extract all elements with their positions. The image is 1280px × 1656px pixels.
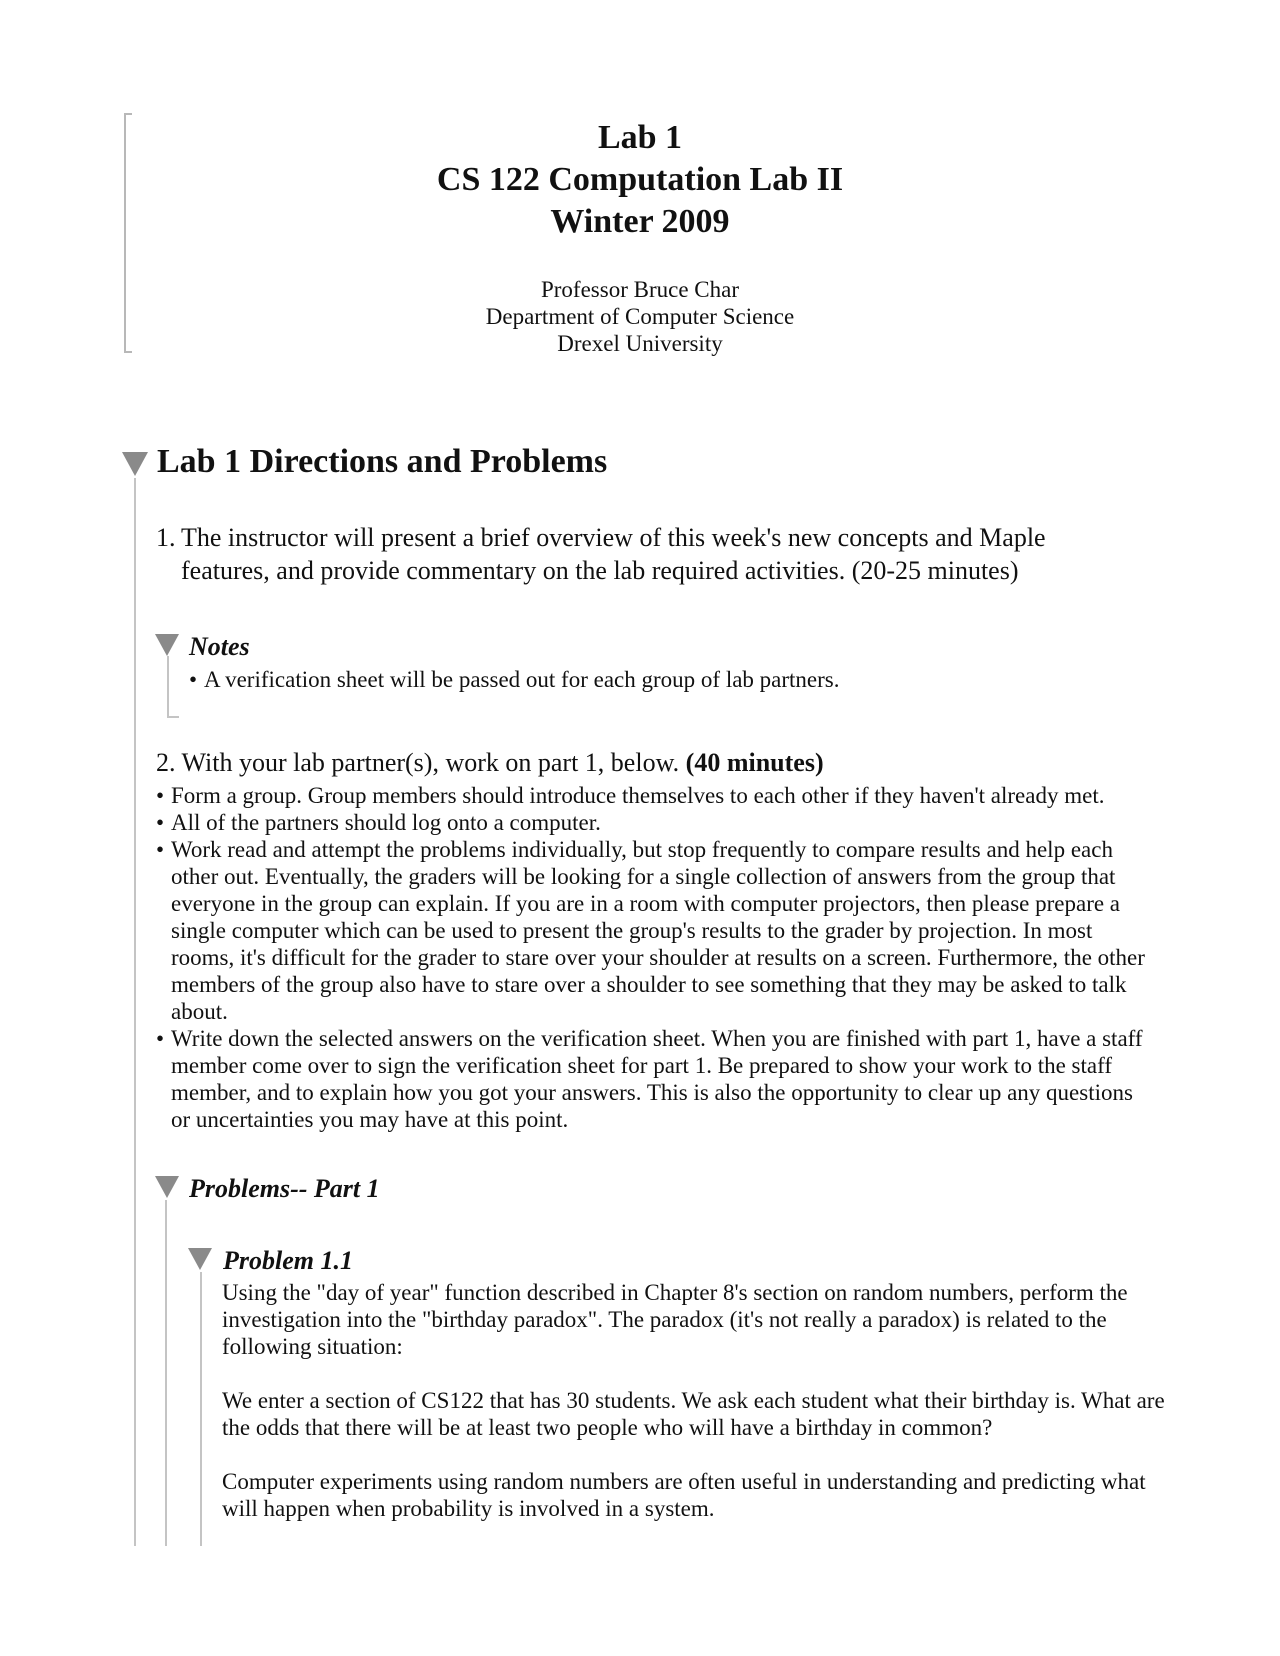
lab-title: Lab 1 — [597, 119, 683, 156]
notes-title: Notes — [189, 632, 250, 661]
collapse-problem-triangle-icon[interactable] — [188, 1248, 212, 1270]
bullet-icon: • — [156, 1026, 165, 1051]
section-title: Lab 1 Directions and Problems — [157, 443, 608, 480]
list-item: • All of the partners should log onto a computer. — [156, 810, 601, 835]
problem-paragraph: Computer experiments using random numbers are often useful in understanding and predicting what will happen when probability is involved in a system. — [222, 1469, 1146, 1521]
step-2-bullets — [156, 782, 1146, 1133]
step-1-text: The instructor will present a brief overview of this week's new concepts and Maple features, and provide commentary on the lab required activities. (20-25 minutes) — [181, 523, 1046, 585]
bullet-icon: • — [156, 837, 165, 862]
bullet-icon: • — [156, 810, 165, 835]
notes-list — [189, 666, 1109, 693]
step-2-text: With your lab partner(s), work on part 1, below. — [181, 748, 680, 777]
problem-1-1-body — [222, 1279, 1172, 1522]
problem-bracket — [200, 1272, 202, 1546]
author-line: Professor Bruce Char — [540, 277, 739, 302]
problem-1-1-title: Problem 1.1 — [223, 1246, 353, 1275]
step-1-number: 1. — [156, 523, 176, 552]
list-item: • Write down the selected answers on the verification sheet. When you are finished with part 1, have a staff member come over to sign the verification sheet for part 1. Be prepared to show your work to the staff member, and to explain how you got your answers. This is also the opportunity to clear up any questions or uncertainties you may have at this point. — [156, 1026, 1143, 1132]
collapse-part1-triangle-icon[interactable] — [155, 1176, 179, 1198]
section-bracket — [134, 478, 136, 1546]
problem-paragraph: We enter a section of CS122 that has 30 students. We ask each student what their birthday is. What are the odds that there will be at least two people who will have a birthday in common? — [222, 1388, 1165, 1440]
collapse-section-triangle-icon[interactable] — [122, 452, 148, 476]
problem-paragraph: Using the "day of year" function described in Chapter 8's section on random numbers, perform the investigation into the "birthday paradox". The paradox (it's not really a paradox) is related to the following situation: — [222, 1280, 1128, 1359]
part1-bracket — [165, 1200, 167, 1546]
bullet-icon: • — [156, 783, 165, 808]
step-1 — [156, 521, 1116, 587]
department-line: Department of Computer Science — [485, 304, 795, 329]
term-title: Winter 2009 — [550, 203, 730, 240]
list-item: • Work read and attempt the problems individually, but stop frequently to compare results and help each other out. Eventually, the graders will be looking for a single collection of answers from the group that everyone in the group can explain. If you are in a room with computer projectors, then please prepare a single computer which can be used to present the group's results to the grader by projection. In most rooms, it's difficult for the grader to stare over your shoulder at results on a screen. Furthermore, the other members of the group also have to stare over a shoulder to see something that they may be asked to talk about. — [156, 837, 1145, 1024]
bullet-icon: • — [189, 667, 198, 692]
collapse-notes-triangle-icon[interactable] — [155, 634, 179, 656]
step-2-line — [156, 746, 1156, 779]
list-item: • Form a group. Group members should introduce themselves to each other if they haven't already met. — [156, 783, 1105, 808]
notes-bracket — [167, 656, 179, 718]
step-2 — [156, 746, 1156, 779]
university-line: Drexel University — [557, 331, 723, 356]
step-2-number: 2. — [156, 748, 176, 777]
step-2-duration: (40 minutes) — [685, 748, 824, 777]
list-item: • A verification sheet will be passed out for each group of lab partners. — [189, 667, 840, 692]
course-title: CS 122 Computation Lab II — [436, 161, 844, 198]
part1-title: Problems-- Part 1 — [189, 1174, 380, 1203]
